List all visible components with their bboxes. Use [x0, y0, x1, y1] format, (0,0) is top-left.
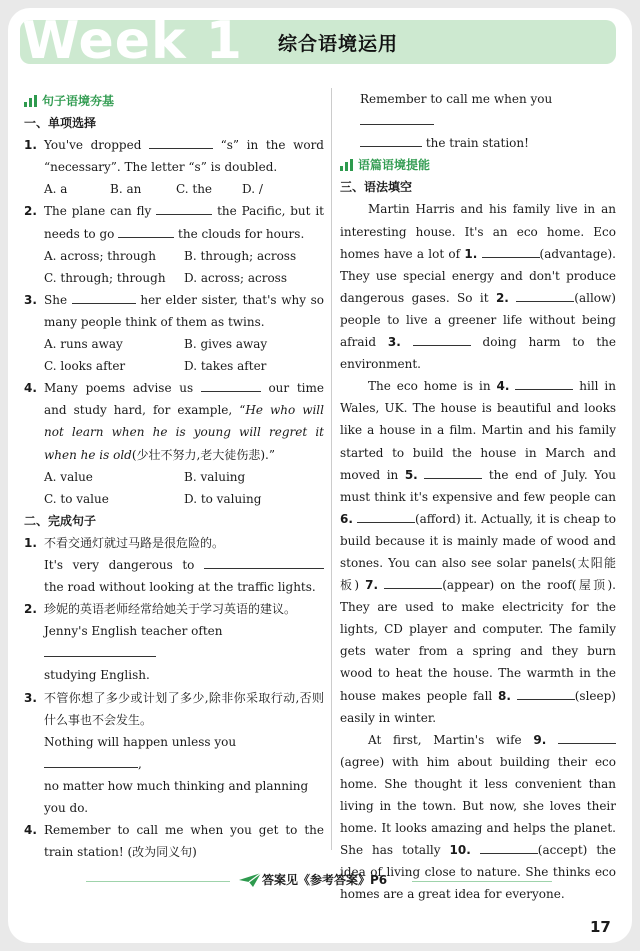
part-title: 二、完成句子	[24, 513, 97, 528]
passage-text: (afford) it. Actually, it is cheap to build because it is mainly made of wood and stones. You can also see solar panels(太阳能板)	[340, 511, 616, 593]
question-number: 4.	[24, 823, 37, 838]
blank-number: 6.	[340, 511, 353, 526]
answer-blank[interactable]	[360, 112, 434, 125]
answer-blank[interactable]	[156, 202, 212, 215]
bar-chart-icon	[24, 95, 38, 107]
question-number: 3.	[24, 690, 37, 705]
question-text: Nothing will happen unless you	[44, 734, 237, 749]
question-text: the	[44, 580, 64, 595]
page-title: 综合语境运用	[278, 33, 399, 55]
option[interactable]: C. through; through	[44, 270, 166, 285]
option[interactable]: D. takes after	[184, 359, 267, 374]
quote-text: He who will not learn when he is young will regret it when he is old	[44, 403, 324, 462]
blank-number: 9.	[533, 732, 547, 747]
option[interactable]: D. to valuing	[184, 491, 262, 506]
answer-blank[interactable]	[118, 225, 174, 238]
passage-text: doing harm to the environment.	[340, 335, 616, 372]
answer-blank[interactable]	[558, 731, 616, 744]
chinese-prompt: 珍妮的英语老师经常给她关于学习英语的建议。	[44, 602, 297, 617]
answer-blank[interactable]	[515, 377, 573, 390]
options	[24, 178, 324, 200]
answer-blank[interactable]	[517, 687, 575, 700]
option[interactable]: B. through; across	[184, 248, 297, 263]
question-text: the train station!	[425, 136, 529, 151]
question-text: ,	[138, 756, 142, 771]
column-divider	[331, 88, 332, 850]
answer-line	[24, 620, 324, 686]
sentence-3	[24, 687, 324, 731]
blank-number: 8.	[498, 688, 511, 703]
question-1	[24, 134, 324, 178]
option[interactable]: A. value	[44, 469, 93, 484]
part-title: 三、语法填空	[340, 180, 413, 195]
footer-line	[412, 881, 552, 882]
answer-line	[24, 731, 324, 819]
answer-blank[interactable]	[149, 136, 213, 149]
question-text: Jenny's English teacher often	[44, 624, 223, 639]
question-number: 2.	[24, 602, 37, 617]
option[interactable]: C. the	[176, 182, 213, 197]
chinese-prompt: 不管你想了多少或计划了多少,除非你采取行动,否则什么事也不会发生。	[44, 690, 324, 727]
question-text: You've dropped	[44, 138, 142, 153]
answer-blank[interactable]	[204, 556, 324, 569]
paper-plane-icon	[238, 872, 262, 888]
sentence-1	[24, 532, 324, 554]
options	[24, 333, 324, 355]
options	[24, 267, 324, 289]
answer-reference: 答案见《参考答案》P6	[262, 873, 388, 887]
blank-number: 1.	[464, 246, 478, 261]
question-text: studying English.	[44, 668, 150, 683]
answer-line	[340, 88, 616, 154]
blank-number: 7.	[365, 578, 379, 593]
bar-chart-icon	[340, 159, 354, 171]
blank-number: 4.	[496, 379, 510, 394]
question-number: 1.	[24, 535, 37, 550]
option[interactable]: A. across; through	[44, 248, 156, 263]
option[interactable]: C. to value	[44, 491, 109, 506]
chinese-prompt: 不看交通灯就过马路是很危险的。	[44, 535, 225, 550]
question-text: Many poems advise us	[44, 381, 194, 396]
page-number: 17	[590, 918, 611, 936]
passage-text: (sleep) easily in winter.	[340, 688, 616, 725]
section-title: 句子语境夯基	[42, 94, 115, 108]
question-text: road without looking at the traffic lights.	[67, 580, 316, 595]
question-text: Remember to call me when you	[360, 92, 553, 106]
passage-text: hill in Wales, UK. The house is beautiful and looks like a house in a film. Martin and his family started to build the house in March and moved in	[340, 379, 616, 482]
passage-paragraph-1	[340, 198, 616, 375]
options	[24, 466, 324, 488]
question-text: She	[44, 292, 68, 307]
question-text: the clouds for hours.	[178, 226, 305, 241]
option[interactable]: A. a	[44, 182, 68, 197]
options	[24, 355, 324, 377]
answer-blank[interactable]	[384, 576, 442, 589]
passage-paragraph-2	[340, 375, 616, 729]
question-text: “s” in the word	[220, 138, 324, 153]
answer-blank[interactable]	[201, 379, 261, 392]
answer-blank[interactable]	[44, 644, 156, 657]
question-text: It's very dangerous to	[44, 557, 195, 572]
question-2	[24, 200, 324, 244]
question-text: needs to go	[44, 226, 115, 241]
left-column	[24, 90, 324, 863]
passage-text: the end of July. You must think it's expensive and few people can	[340, 467, 616, 504]
week-label: Week 1	[22, 20, 243, 64]
part-title: 一、单项选择	[24, 116, 97, 131]
blank-number: 3.	[387, 335, 401, 350]
option[interactable]: B. valuing	[184, 469, 246, 484]
sentence-4	[24, 819, 324, 863]
section-heading	[340, 154, 616, 176]
question-3	[24, 289, 324, 333]
passage-text: (agree) with him about building their eco home. She thought it less convenient than living in the town. But now, she loves their home. It looks amazing and helps the planet. She has totally	[340, 754, 616, 858]
answer-blank[interactable]	[413, 333, 471, 346]
option[interactable]: B. an	[110, 182, 142, 197]
question-number: 3.	[24, 292, 37, 307]
question-text: the Pacific, but it	[217, 204, 324, 219]
answer-blank[interactable]	[357, 510, 415, 523]
question-text: “necessary”. The letter “s” is doubled.	[44, 160, 278, 175]
passage-text: (appear) on the roof(屋顶). They are used to make electricity for the lights, CD player and computer. The family gets water from a spring and they burn wood to heat the house. The warmth in the house makes people fall	[340, 578, 616, 703]
answer-line	[24, 554, 324, 598]
question-text: many people think of them as twins.	[44, 314, 265, 329]
options	[24, 488, 324, 510]
passage-text: (advantage). They use special energy and don't produce dangerous gases. So it	[340, 246, 616, 305]
question-text: no matter how much thinking and planning you do.	[44, 778, 309, 815]
question-text: study hard, for example, “	[73, 403, 246, 418]
answer-blank[interactable]	[516, 289, 574, 302]
question-number: 4.	[24, 381, 37, 396]
footer	[0, 871, 640, 891]
blank-number: 5.	[404, 467, 418, 482]
options	[24, 245, 324, 267]
answer-blank[interactable]	[482, 245, 540, 258]
blank-number: 10.	[449, 843, 471, 858]
question-text: our time and	[44, 381, 324, 418]
passage-text: (accept) the idea of living close to nature. She thinks eco homes are a great idea for everyone.	[340, 843, 616, 902]
question-text: The plane can fly	[44, 204, 152, 219]
question-number: 2.	[24, 204, 37, 219]
section-heading	[24, 90, 324, 112]
option[interactable]: D. /	[242, 182, 263, 197]
question-4	[24, 377, 324, 465]
passage-text: The eco home is in	[368, 379, 497, 394]
option[interactable]: C. looks after	[44, 359, 126, 374]
answer-blank[interactable]	[72, 291, 136, 304]
question-text: (少壮不努力,老大徒伤悲).”	[131, 447, 275, 462]
passage-text: (allow) people to live a greener life without being afraid	[340, 290, 616, 350]
right-column	[340, 88, 616, 905]
passage-text: Martin Harris and his family live in an interesting house. It's an eco home. Eco homes have a lot of	[340, 202, 616, 261]
option[interactable]: B. gives away	[184, 337, 268, 352]
section-title: 语篇语境提能	[358, 158, 431, 173]
answer-blank[interactable]	[44, 755, 138, 768]
question-text: Remember to call me when you get to the train station! (改为同义句)	[44, 823, 324, 860]
answer-blank[interactable]	[480, 841, 538, 854]
question-text: her elder sister, that's why so	[140, 292, 324, 307]
question-number: 1.	[24, 138, 37, 153]
sentence-2	[24, 598, 324, 620]
answer-blank[interactable]	[360, 134, 422, 147]
answer-blank[interactable]	[424, 466, 482, 479]
option[interactable]: A. runs away	[44, 337, 123, 352]
blank-number: 2.	[495, 290, 509, 305]
header-banner	[20, 20, 616, 64]
footer-line	[86, 881, 230, 882]
option[interactable]: D. across; across	[184, 270, 287, 285]
passage-text: At first, Martin's wife	[368, 732, 534, 747]
